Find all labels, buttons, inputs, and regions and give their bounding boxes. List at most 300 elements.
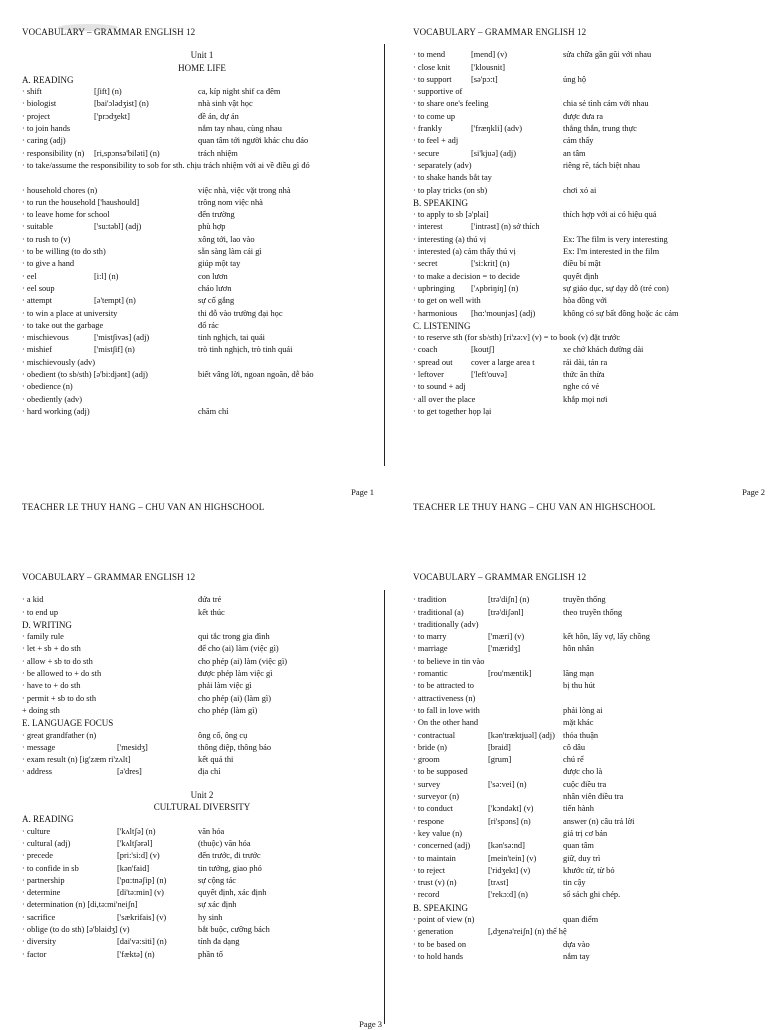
section-heading: B. SPEAKING: [413, 197, 469, 208]
entry-term: · close knit: [413, 62, 451, 72]
vocab-entry: [413, 631, 773, 643]
entry-meaning: biết vâng lời, ngoan ngoãn, dễ bảo: [198, 370, 314, 380]
entry-meaning: an tâm: [563, 148, 586, 158]
entry-term: · shift: [22, 87, 42, 97]
entry-phonetic: ['kɔndəkt] (v): [488, 804, 534, 814]
entry-term: · traditionally (adv): [413, 619, 479, 629]
entry-phonetic: ['ridʒekt] (v): [488, 865, 531, 875]
entry-meaning: để cho (ai) làm (việc gì): [198, 644, 279, 654]
page-header: VOCABULARY – GRAMMAR ENGLISH 12: [22, 572, 196, 582]
column-divider-top: [384, 44, 385, 466]
vocab-entry: [413, 668, 773, 680]
entry-term: · harmonious: [413, 308, 458, 318]
entry-meaning: lãng mạn: [563, 669, 594, 679]
vocab-entry: [413, 742, 773, 754]
entry-meaning: sửa chữa gần gũi với nhau: [563, 50, 652, 60]
entry-term: · determine: [22, 888, 61, 898]
vocab-entry: [413, 209, 773, 221]
vocab-entry: [22, 887, 382, 899]
entry-term: · sacrifice: [22, 912, 56, 922]
entry-term: · to get together họp lại: [413, 406, 492, 416]
entry-meaning: giá trị cơ bản: [563, 828, 608, 838]
entry-meaning: tinh nghịch, tai quái: [198, 333, 265, 343]
page-4: [413, 571, 773, 1024]
entry-meaning: trông nom việc nhà: [198, 197, 263, 207]
vocab-entry: [413, 828, 773, 840]
page-number: Page 2: [742, 487, 765, 497]
entry-term: · secure: [413, 148, 440, 158]
column-divider-bottom: [384, 590, 385, 1024]
vocab-entry: [413, 951, 773, 963]
entry-meaning: cháo lươn: [198, 283, 232, 293]
entry-phonetic: ['intrəst] (n) sở thích: [471, 222, 540, 232]
vocab-entry: [22, 668, 382, 680]
entry-meaning: được đưa ra: [563, 111, 604, 121]
entry-meaning: thẳng thắn, trung thực: [563, 124, 637, 134]
entry-meaning: phù hợp: [198, 222, 226, 232]
entry-phonetic: [si'kjuə] (adj): [471, 148, 516, 158]
vocab-entry: [413, 406, 773, 418]
entry-meaning: con lươn: [198, 271, 228, 281]
entry-meaning: việc nhà, việc vặt trong nhà: [198, 185, 291, 195]
entry-term: · be allowed to + do sth: [22, 669, 102, 679]
entry-term: · determination (n) [di,tə:mi'neiʃn]: [22, 900, 138, 910]
entry-meaning: nhân viên điều tra: [563, 792, 624, 802]
entry-term: · interest: [413, 222, 443, 232]
entry-meaning: chăm chỉ: [198, 406, 229, 416]
entry-term: · to rush to (v): [22, 234, 71, 244]
vocab-list: [22, 594, 382, 778]
vocab-entry: [413, 381, 773, 393]
vocab-entry: [22, 148, 382, 160]
section-heading: B. SPEAKING: [413, 902, 469, 913]
entry-term: · eel: [22, 271, 37, 281]
entry-meaning: hôn nhân: [563, 644, 594, 654]
vocab-entry: [22, 826, 382, 838]
entry-term: · tradition: [413, 595, 447, 605]
entry-phonetic: [ri,spɔnsə'biləti] (n): [94, 148, 160, 158]
entry-term: · let + sb + do sth: [22, 644, 81, 654]
entry-meaning: phần tố: [198, 949, 223, 959]
entry-phonetic: ['mesidʒ]: [117, 742, 148, 752]
vocab-entry: [22, 209, 382, 221]
vocab-entry: [22, 246, 382, 258]
entry-term: · to maintain: [413, 853, 456, 863]
vocab-entry: [22, 221, 382, 233]
entry-phonetic: [kən'træktjuəl] (adj): [488, 730, 555, 740]
page-number: Page 1: [351, 487, 374, 497]
vocab-entry: [22, 111, 382, 123]
entry-term: · allow + sb to do sth: [22, 656, 93, 666]
entry-term: · to hold hands: [413, 951, 464, 961]
entry-phonetic: [kən'faid]: [117, 863, 150, 873]
vocab-list: [413, 594, 773, 963]
entry-term: · to get on well with: [413, 296, 481, 306]
entry-term: · leftover: [413, 370, 444, 380]
entry-meaning: đổ rác: [198, 320, 219, 330]
vocab-entry: [22, 936, 382, 948]
entry-phonetic: cover a large area t: [471, 357, 535, 367]
vocab-entry: [413, 283, 773, 295]
entry-term: · to end up: [22, 607, 59, 617]
vocab-entry: [22, 357, 382, 369]
vocab-entry: [413, 62, 773, 74]
entry-meaning: theo truyền thống: [563, 607, 623, 617]
vocab-entry: [413, 86, 773, 98]
entry-meaning: dựa vào: [563, 939, 590, 949]
entry-term: · survey: [413, 779, 441, 789]
entry-term: · mischievous: [22, 333, 69, 343]
vocab-entry: [413, 295, 773, 307]
entry-term: · to win a place at university: [22, 308, 118, 318]
vocab-entry: [413, 123, 773, 135]
vocab-entry: [22, 924, 382, 936]
entry-meaning: mặt khác: [563, 718, 594, 728]
entry-term: · to be attracted to: [413, 681, 474, 691]
entry-meaning: sự giáo dục, sự dạy dỗ (trẻ con): [563, 283, 669, 293]
vocab-entry: [413, 877, 773, 889]
entry-meaning: nắm tay: [563, 951, 590, 961]
unit-title: CULTURAL DIVERSITY: [153, 802, 251, 813]
entry-meaning: khắp mọi nơi: [563, 394, 608, 404]
entry-meaning: rải dài, tản ra: [563, 357, 608, 367]
section-heading: D. WRITING: [22, 619, 72, 630]
vocab-entry: [413, 619, 773, 631]
entry-meaning: đến trước, đi trước: [198, 851, 261, 861]
entry-meaning: riêng rẽ, tách biệt nhau: [563, 160, 640, 170]
vocab-entry: [413, 803, 773, 815]
entry-term: · obedient (to sb/sth) [ə'bi:djənt] (adj): [22, 370, 148, 380]
vocab-entry: [413, 766, 773, 778]
entry-meaning: answer (n) câu trả lời: [563, 816, 635, 826]
entry-term: · frankly: [413, 124, 443, 134]
vocab-list: [22, 813, 382, 961]
vocab-entry: [22, 258, 382, 270]
entry-phonetic: [hɑ:'mounjəs] (adj): [471, 308, 536, 318]
entry-meaning: đến trường: [198, 210, 235, 220]
entry-phonetic: ['fræŋkli] (adv): [471, 124, 522, 134]
entry-term: · interested (a) cảm thấy thú vị: [413, 247, 516, 257]
section-heading: A. READING: [22, 74, 74, 85]
vocab-entry: [413, 656, 773, 668]
entry-meaning: phải lòng ai: [563, 705, 603, 715]
entry-term: · attractiveness (n): [413, 693, 476, 703]
vocab-entry: [22, 344, 382, 356]
entry-term: · to apply to sb [ə'plai]: [413, 210, 489, 220]
entry-phonetic: [ə'dres]: [117, 767, 142, 777]
entry-meaning: tính đa dạng: [198, 937, 240, 947]
footer-teacher: TEACHER LE THUY HANG – CHU VAN AN HIGHSCHOOL: [413, 502, 656, 512]
entry-term: · contractual: [413, 730, 456, 740]
entry-phonetic: [,dʒenə'reiʃn] (n) thế hệ: [488, 927, 567, 937]
vocab-entry: [413, 221, 773, 233]
vocab-entry: [413, 172, 773, 184]
entry-meaning: quyết định, xác định: [198, 888, 267, 898]
entry-term: · household chores (n): [22, 185, 98, 195]
unit-number: Unit 1: [190, 50, 214, 61]
vocab-entry: [413, 332, 773, 344]
entry-term: · key value (n): [413, 828, 463, 838]
vocab-entry: [22, 899, 382, 911]
vocab-entry: [22, 680, 382, 692]
entry-term: · concerned (adj): [413, 841, 471, 851]
entry-phonetic: ['mist∫ivəs] (adj): [94, 333, 150, 343]
entry-meaning: cho phép (làm gì): [198, 705, 258, 715]
entry-meaning: Ex: I'm interested in the film: [563, 247, 660, 257]
entry-meaning: quan điểm: [563, 915, 599, 925]
entry-term: · to reserve sth (for sb/sth) [ri'zə:v] (v) = to book (v) đặt trước: [413, 333, 621, 343]
entry-meaning: đứa trẻ: [198, 595, 222, 605]
entry-term: · partnership: [22, 875, 65, 885]
vocab-entry: [22, 406, 382, 418]
vocab-entry: [22, 332, 382, 344]
vocab-entry: [413, 185, 773, 197]
entry-meaning: trách nhiệm: [198, 148, 238, 158]
vocab-entry: [413, 594, 773, 606]
entry-term: · supportive of: [413, 87, 463, 97]
vocab-entry: [22, 949, 382, 961]
entry-meaning: ông cố, ông cụ: [198, 730, 248, 740]
vocab-entry: [22, 197, 382, 209]
vocab-entry: [22, 234, 382, 246]
entry-phonetic: [di'tə:min] (v): [117, 888, 164, 898]
entry-term: · On the other hand: [413, 718, 479, 728]
entry-phonetic: ['kʌltʃərəl]: [117, 838, 153, 848]
footer-teacher: TEACHER LE THUY HANG – CHU VAN AN HIGHSCHOOL: [22, 502, 265, 512]
entry-phonetic: [koutʃ]: [471, 345, 495, 355]
vocab-entry: [22, 631, 382, 643]
entry-term: · record: [413, 890, 440, 900]
entry-phonetic: ['fæktə] (n): [117, 949, 155, 959]
vocab-entry: [22, 742, 382, 754]
entry-meaning: thích hợp với ai có hiệu quả: [563, 210, 657, 220]
entry-meaning: kết thúc: [198, 607, 225, 617]
entry-phonetic: [i:l] (n): [94, 271, 119, 281]
entry-term: · to shake hands bắt tay: [413, 173, 492, 183]
vocab-entry: [413, 926, 773, 938]
entry-meaning: quan tâm tới người khác chu đáo: [198, 136, 309, 146]
entry-meaning: địa chỉ: [198, 767, 221, 777]
entry-meaning: nhà sinh vật học: [198, 99, 253, 109]
vocab-entry: [22, 766, 382, 778]
entry-meaning: giữ, duy trì: [563, 853, 601, 863]
entry-term: · to come up: [413, 111, 456, 121]
page-header: VOCABULARY – GRAMMAR ENGLISH 12: [413, 572, 587, 582]
vocab-entry: [22, 607, 382, 619]
vocab-entry: [413, 344, 773, 356]
entry-term: · groom: [413, 755, 440, 765]
entry-term: · all over the place: [413, 394, 476, 404]
vocab-entry: [413, 74, 773, 86]
entry-term: · to run the household ['haushould]: [22, 197, 140, 207]
entry-meaning: hòa đồng với: [563, 296, 607, 306]
vocab-entry: [413, 889, 773, 901]
page-2: [413, 26, 773, 512]
vocab-entry: [413, 717, 773, 729]
entry-phonetic: [ə'tempt] (n): [94, 296, 136, 306]
entry-term: · generation: [413, 927, 454, 937]
entry-term: · separately (adv): [413, 160, 472, 170]
vocab-entry: [22, 369, 382, 381]
entry-term: · point of view (n): [413, 915, 475, 925]
vocab-entry: [22, 705, 382, 717]
entry-phonetic: ['klousnit]: [471, 62, 506, 72]
entry-term: · to take out the garbage: [22, 320, 104, 330]
entry-phonetic: ['pɑ:tnəʃip] (n): [117, 875, 167, 885]
entry-phonetic: ['sækrifais] (v): [117, 912, 167, 922]
entry-meaning: khước từ, từ bỏ: [563, 865, 615, 875]
vocab-entry: [413, 914, 773, 926]
entry-term: · to be willing (to do sth): [22, 247, 106, 257]
vocab-entry: [413, 234, 773, 246]
vocab-entry: [22, 135, 382, 147]
entry-term: · precede: [22, 851, 53, 861]
entry-term: · obediently (adv): [22, 394, 82, 404]
entry-phonetic: [trʌst]: [488, 878, 509, 888]
entry-term: · attempt: [22, 296, 52, 306]
entry-meaning: truyền thống: [563, 595, 606, 605]
entry-meaning: ủng hộ: [563, 74, 587, 84]
vocab-entry: [22, 875, 382, 887]
entry-term: · cultural (adj): [22, 838, 71, 848]
entry-term: · oblige (to do sth) [ə'blaidʒ] (v): [22, 925, 130, 935]
vocab-list: [22, 74, 382, 418]
vocab-entry: [22, 271, 382, 283]
entry-term: · obedience (n): [22, 382, 73, 392]
entry-term: · to marry: [413, 632, 447, 642]
vocab-entry: [413, 49, 773, 61]
entry-term: · to fall in love with: [413, 705, 480, 715]
entry-term: · upbringing: [413, 283, 455, 293]
entry-phonetic: [ʃift] (n): [94, 87, 122, 97]
vocab-entry: [22, 283, 382, 295]
page-header: VOCABULARY – GRAMMAR ENGLISH 12: [413, 27, 587, 37]
vocab-entry: [413, 607, 773, 619]
entry-term: · eel soup: [22, 283, 55, 293]
entry-term: · biologist: [22, 99, 57, 109]
entry-term: · to leave home for school: [22, 210, 110, 220]
entry-meaning: sự xác định: [198, 900, 237, 910]
vocab-entry: [22, 730, 382, 742]
entry-term: · interesting (a) thú vị: [413, 234, 487, 244]
entry-term: · romantic: [413, 669, 448, 679]
entry-phonetic: [trə'diʃənl]: [488, 607, 524, 617]
entry-term: · to make a decision = to decide: [413, 271, 520, 281]
vocab-entry: [413, 308, 773, 320]
entry-term: · to support: [413, 74, 452, 84]
entry-term: · secret: [413, 259, 438, 269]
vocab-entry: [413, 779, 773, 791]
entry-term: · mishief: [22, 345, 53, 355]
vocab-list: [413, 49, 773, 418]
vocab-entry: [413, 816, 773, 828]
entry-meaning: sẵn sàng làm cái gì: [198, 247, 262, 257]
entry-term: · culture: [22, 826, 51, 836]
vocab-entry: [413, 705, 773, 717]
page-3: [22, 571, 382, 1029]
entry-term: · to reject: [413, 865, 446, 875]
entry-meaning: chơi xỏ ai: [563, 185, 597, 195]
entry-meaning: (thuộc) văn hóa: [198, 838, 251, 848]
entry-term: · mischievously (adv): [22, 357, 96, 367]
entry-meaning: kết quả thi: [198, 755, 234, 765]
vocab-entry: [22, 754, 382, 766]
vocab-entry: [22, 185, 382, 197]
entry-term: · diversity: [22, 937, 57, 947]
entry-meaning: cho phép (ai) (làm gì): [198, 693, 272, 703]
vocab-entry: [413, 693, 773, 705]
vocab-entry: [22, 160, 382, 185]
entry-term: · surveyor (n): [413, 792, 460, 802]
vocab-entry: [413, 394, 773, 406]
entry-phonetic: [kən'sə:nd]: [488, 841, 525, 851]
entry-phonetic: [braid]: [488, 742, 511, 752]
entry-term: · to conduct: [413, 804, 454, 814]
entry-term: · have to + do sth: [22, 681, 81, 691]
vocab-entry: [413, 853, 773, 865]
vocab-entry: [22, 693, 382, 705]
vocab-entry: [413, 98, 773, 110]
entry-phonetic: ['su:təbl] (adj): [94, 222, 142, 232]
entry-meaning: không có sự bất đồng hoặc ác cảm: [563, 308, 679, 318]
entry-meaning: nắm tay nhau, cùng nhau: [198, 124, 282, 134]
entry-meaning: được cho là: [563, 767, 603, 777]
vocab-entry: [413, 369, 773, 381]
vocab-entry: [413, 148, 773, 160]
entry-meaning: văn hóa: [198, 826, 225, 836]
vocab-entry: [22, 912, 382, 924]
entry-term: · traditional (a): [413, 607, 464, 617]
vocab-entry: [22, 850, 382, 862]
unit-number: Unit 2: [190, 789, 214, 800]
vocab-entry: [22, 656, 382, 668]
vocab-entry: [413, 160, 773, 172]
entry-meaning: qui tắc trong gia đình: [198, 632, 270, 642]
entry-meaning: bắt buộc, cưỡng bách: [198, 925, 270, 935]
entry-term: · trust (v) (n): [413, 878, 457, 888]
entry-term: · project: [22, 111, 51, 121]
section-heading: E. LANGUAGE FOCUS: [22, 718, 114, 729]
entry-meaning: sổ sách ghi chép.: [563, 890, 621, 900]
entry-term: · to share one's feeling: [413, 99, 489, 109]
entry-term: · message: [22, 742, 56, 752]
entry-term: · to feel + adj: [413, 136, 459, 146]
entry-term: · to sound + adj: [413, 382, 466, 392]
vocab-entry: [413, 865, 773, 877]
vocab-entry: [413, 111, 773, 123]
entry-meaning: thi đỗ vào trường đại học: [198, 308, 283, 318]
entry-term: · caring (adj): [22, 136, 66, 146]
entry-term: · hard working (adj): [22, 406, 90, 416]
entry-meaning: thỏa thuận: [563, 730, 599, 740]
entry-meaning: cảm thấy: [563, 136, 594, 146]
entry-meaning: hy sinh: [198, 912, 223, 922]
entry-meaning: kết hôn, lấy vợ, lấy chồng: [563, 632, 650, 642]
entry-phonetic: ['mist∫if] (n): [94, 345, 135, 355]
entry-phonetic: [grum]: [488, 755, 512, 765]
page-number: Page 3: [359, 1019, 382, 1029]
entry-term: · marriage: [413, 644, 448, 654]
entry-meaning: xe chở khách đường dài: [563, 345, 644, 355]
entry-meaning: được phép làm việc gì: [198, 669, 273, 679]
entry-meaning: tiến hành: [563, 804, 594, 814]
entry-phonetic: ['rekɔ:d] (n): [488, 890, 528, 900]
entry-phonetic: ['left'ouvə]: [471, 370, 508, 380]
entry-meaning: tin cậy: [563, 878, 586, 888]
entry-meaning: phải làm việc gì: [198, 681, 252, 691]
entry-term: · suitable: [22, 222, 53, 232]
vocab-entry: [413, 135, 773, 147]
